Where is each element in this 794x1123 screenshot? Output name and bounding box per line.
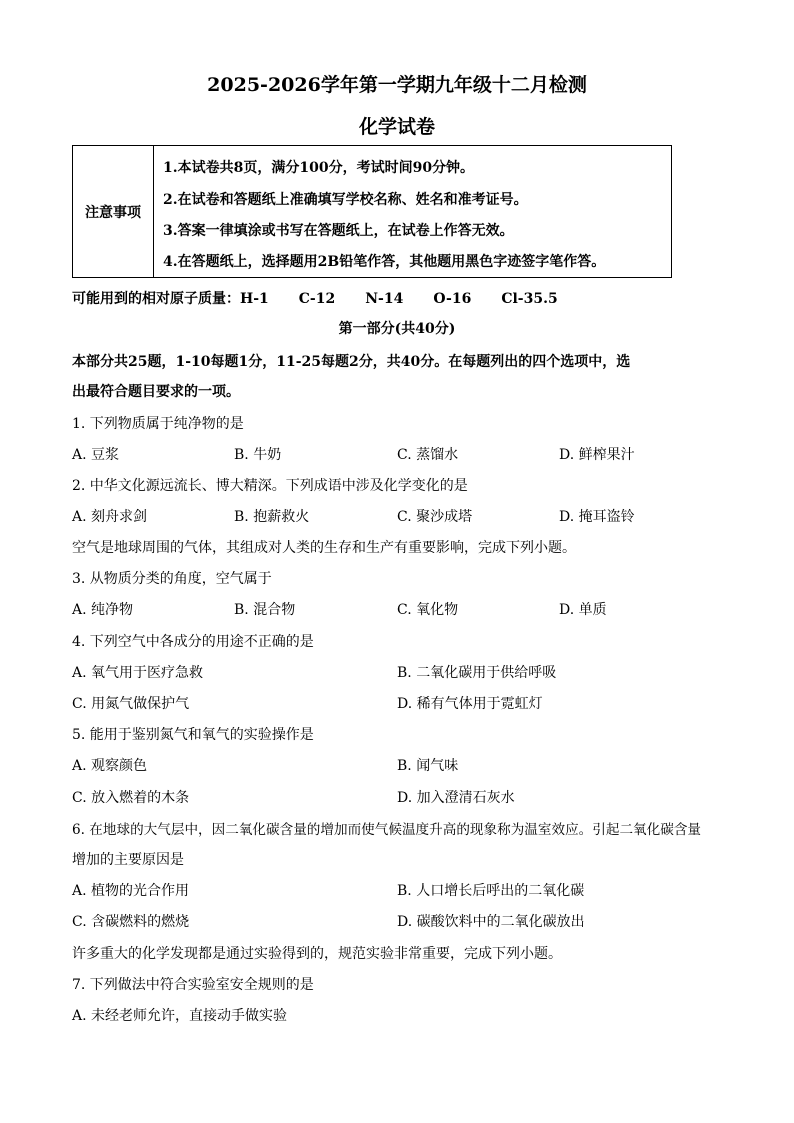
answer-option: B. 人口增长后呼出的二氧化碳 bbox=[397, 883, 585, 899]
question-stem: 5. 能用于鉴别氮气和氧气的实验操作是 bbox=[72, 727, 314, 743]
answer-option: B. 抱薪救火 bbox=[234, 509, 310, 525]
answer-option: C. 氧化物 bbox=[397, 602, 459, 618]
exam-subtitle: 化学试卷 bbox=[358, 116, 435, 138]
answer-option: D. 稀有气体用于霓虹灯 bbox=[397, 696, 543, 712]
question-stem: 2. 中华文化源远流长、博大精深。下列成语中涉及化学变化的是 bbox=[72, 478, 468, 494]
notice-item: 4.在答题纸上，选择题用2B铅笔作答，其他题用黑色字迹签字笔作答。 bbox=[163, 254, 606, 270]
answer-option: D. 碳酸饮料中的二氧化碳放出 bbox=[397, 914, 585, 930]
answer-option: A. 刻舟求剑 bbox=[72, 509, 148, 525]
atomic-mass-label: 可能用到的相对原子质量： bbox=[72, 291, 240, 307]
answer-option: B. 二氧化碳用于供给呼吸 bbox=[397, 665, 557, 681]
answer-option: C. 放入燃着的木条 bbox=[72, 790, 190, 806]
question-stem: 3. 从物质分类的角度，空气属于 bbox=[72, 571, 272, 587]
notice-item: 2.在试卷和答题纸上准确填写学校名称、姓名和准考证号。 bbox=[163, 192, 528, 208]
question-stem: 1. 下列物质属于纯净物的是 bbox=[72, 416, 244, 432]
question-stem: 6. 在地球的大气层中，因二氧化碳含量的增加而使气候温度升高的现象称为温室效应。引起二氧化碳含量 bbox=[72, 822, 702, 838]
atomic-mass-line bbox=[72, 288, 558, 308]
answer-option: B. 闻气味 bbox=[397, 758, 459, 774]
atomic-mass-value: O-16 bbox=[433, 291, 472, 307]
part-instruction: 出最符合题目要求的一项。 bbox=[72, 384, 240, 400]
context-text: 空气是地球周围的气体，其组成对人类的生存和生产有重要影响，完成下列小题。 bbox=[72, 540, 576, 556]
question-stem: 4. 下列空气中各成分的用途不正确的是 bbox=[72, 634, 314, 650]
answer-option: C. 含碳燃料的燃烧 bbox=[72, 914, 190, 930]
answer-option: A. 氧气用于医疗急救 bbox=[72, 665, 204, 681]
notice-box bbox=[72, 145, 672, 278]
answer-option: B. 混合物 bbox=[234, 602, 296, 618]
answer-option: C. 聚沙成塔 bbox=[397, 509, 473, 525]
exam-title: 2025-2026学年第一学期九年级十二月检测 bbox=[207, 74, 587, 96]
atomic-mass-value: H-1 bbox=[240, 291, 269, 307]
answer-option: C. 蒸馏水 bbox=[397, 447, 459, 463]
answer-option: C. 用氮气做保护气 bbox=[72, 696, 190, 712]
part-title: 第一部分(共40分) bbox=[338, 321, 456, 337]
answer-option: B. 牛奶 bbox=[234, 447, 282, 463]
answer-option: A. 纯净物 bbox=[72, 602, 134, 618]
notice-label: 注意事项 bbox=[73, 146, 154, 277]
answer-option: A. 植物的光合作用 bbox=[72, 883, 190, 899]
notice-item: 3.答案一律填涂或书写在答题纸上，在试卷上作答无效。 bbox=[163, 223, 514, 239]
answer-option: D. 单质 bbox=[559, 602, 607, 618]
notice-item: 1.本试卷共8页，满分100分，考试时间90分钟。 bbox=[163, 160, 475, 176]
context-text: 许多重大的化学发现都是通过实验得到的，规范实验非常重要，完成下列小题。 bbox=[72, 946, 562, 962]
question-stem: 增加的主要原因是 bbox=[72, 852, 184, 868]
question-stem: 7. 下列做法中符合实验室安全规则的是 bbox=[72, 977, 314, 993]
part-instruction: 本部分共25题，1-10每题1分，11-25每题2分，共40分。在每题列出的四个选项中，选 bbox=[72, 354, 631, 370]
answer-option: D. 掩耳盗铃 bbox=[559, 509, 635, 525]
answer-option: D. 加入澄清石灰水 bbox=[397, 790, 515, 806]
atomic-mass-value: N-14 bbox=[365, 291, 404, 307]
answer-option: D. 鲜榨果汁 bbox=[559, 447, 635, 463]
atomic-mass-value: Cl-35.5 bbox=[501, 291, 558, 307]
answer-option: A. 观察颜色 bbox=[72, 758, 148, 774]
atomic-mass-value: C-12 bbox=[298, 291, 336, 307]
answer-option: A. 未经老师允许，直接动手做实验 bbox=[72, 1008, 288, 1024]
answer-option: A. 豆浆 bbox=[72, 447, 120, 463]
